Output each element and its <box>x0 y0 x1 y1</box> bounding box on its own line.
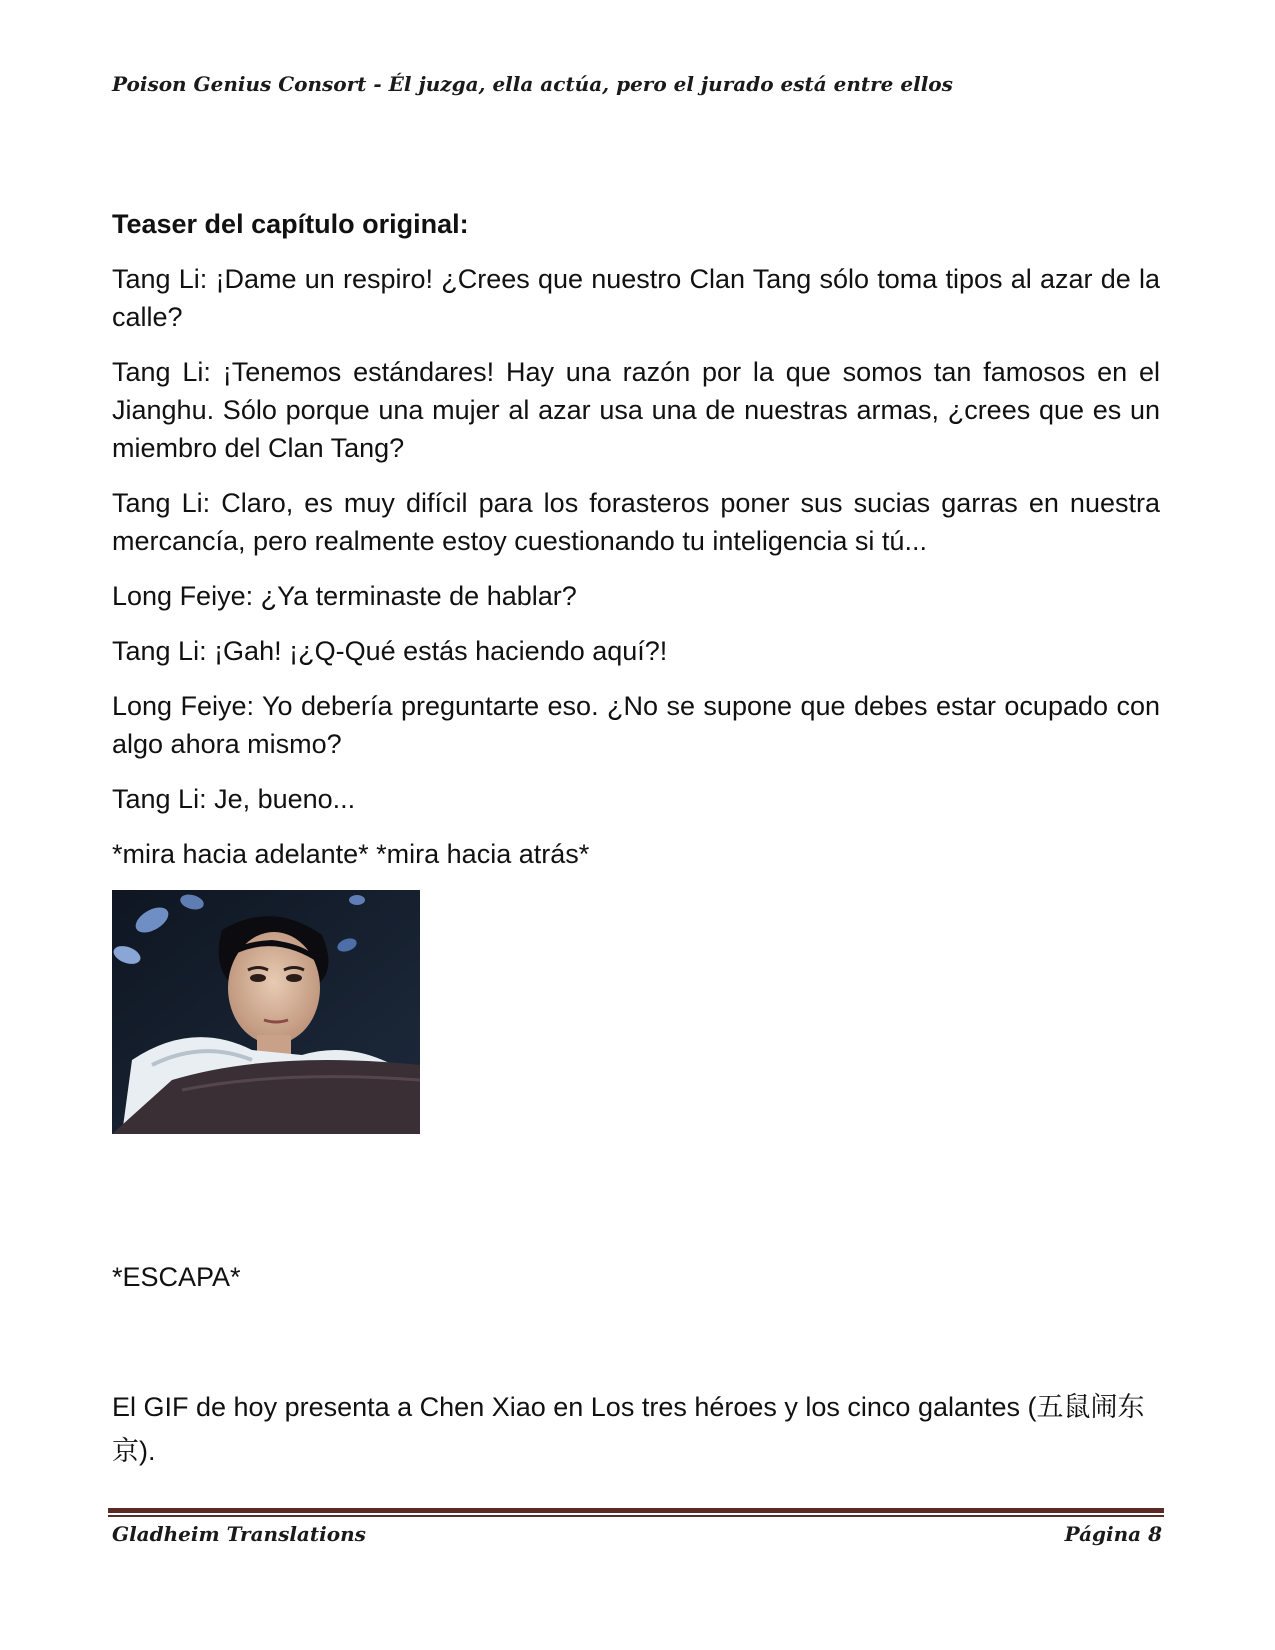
footer-divider-thick <box>108 1508 1164 1513</box>
page-body <box>112 205 1160 1134</box>
section-heading: Teaser del capítulo original: <box>112 209 469 239</box>
footer-publisher: Gladheim Translations <box>112 1522 366 1546</box>
gif-image <box>112 890 420 1134</box>
gif-caption: El GIF de hoy presenta a Chen Xiao en Los tres héroes y los cinco galantes (五鼠闹东京). <box>112 1392 1145 1466</box>
paragraph: *mira hacia adelante* *mira hacia atrás* <box>112 839 590 869</box>
page-number: Página 8 <box>1064 1522 1162 1546</box>
paragraph: Long Feiye: ¿Ya terminaste de hablar? <box>112 581 577 611</box>
paragraph: Tang Li: ¡Dame un respiro! ¿Crees que nuestro Clan Tang sólo toma tipos al azar de la calle? <box>112 264 1160 332</box>
paragraph: Tang Li: ¡Gah! ¡¿Q-Qué estás haciendo aquí?! <box>112 636 668 666</box>
escape-text: *ESCAPA* <box>112 1262 241 1292</box>
paragraph: Tang Li: ¡Tenemos estándares! Hay una razón por la que somos tan famosos en el Jianghu. Sólo porque una mujer al azar usa una de nuestras armas, ¿crees que es un miembro del Clan Tang? <box>112 357 1160 463</box>
paragraph: Long Feiye: Yo debería preguntarte eso. ¿No se supone que debes estar ocupado con algo ahora mismo? <box>112 691 1160 759</box>
paragraph: Tang Li: Claro, es muy difícil para los forasteros poner sus sucias garras en nuestra mercancía, pero realmente estoy cuestionando tu inteligencia si tú... <box>112 488 1160 556</box>
footer-divider <box>108 1508 1164 1517</box>
footer-divider-thin <box>108 1515 1164 1517</box>
running-header: Poison Genius Consort - Él juzga, ella actúa, pero el jurado está entre ellos <box>112 72 953 96</box>
paragraph: Tang Li: Je, bueno... <box>112 784 356 814</box>
